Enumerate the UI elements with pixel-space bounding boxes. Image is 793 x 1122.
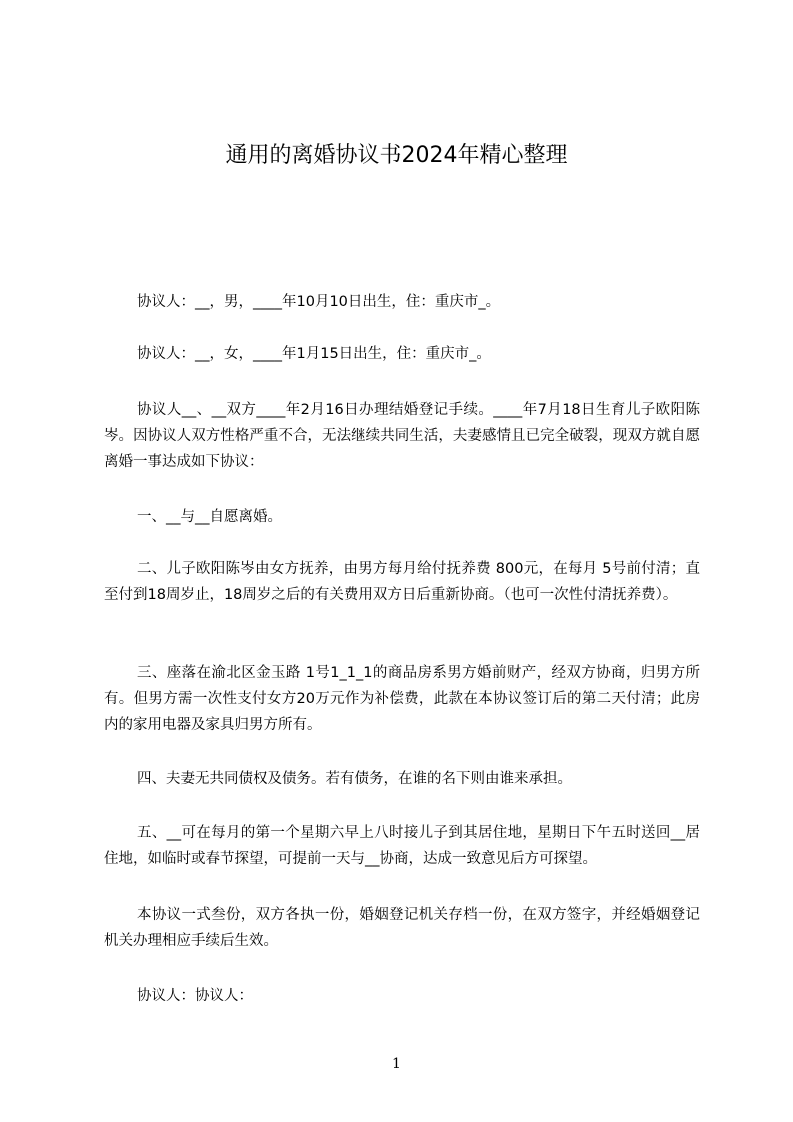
paragraph-party-male: 协议人：__，男，____年10月10日出生，住：重庆市_。 bbox=[137, 294, 501, 310]
paragraph-clause-2: 二、儿子欧阳陈岑由女方抚养，由男方每月给付抚养费 800元，在每月 5号前付清；直至付到18周岁止，18周岁之后的有关费用双方日后重新协商。（也可一次性付清抚养费）。 bbox=[104, 561, 700, 603]
page-number: 1 bbox=[392, 1056, 401, 1072]
paragraph-clause-1: 一、__与__自愿离婚。 bbox=[137, 509, 282, 525]
paragraph-effectiveness: 本协议一式叁份，双方各执一份，婚姻登记机关存档一份，在双方签字，并经婚姻登记机关办理相应手续后生效。 bbox=[104, 907, 700, 949]
document-title: 通用的离婚协议书2024年精心整理 bbox=[225, 143, 568, 168]
paragraph-signatures: 协议人：协议人： bbox=[137, 988, 253, 1004]
paragraph-party-female: 协议人：__，女，____年1月15日出生，住：重庆市_。 bbox=[137, 346, 491, 362]
paragraph-clause-4: 四、夫妻无共同债权及债务。若有债务，在谁的名下则由谁来承担。 bbox=[137, 771, 572, 787]
paragraph-marriage-background: 协议人__、__双方____年2月16日办理结婚登记手续。____年7月18日生育儿子欧阳陈岑。因协议人双方性格严重不合，无法继续共同生活，夫妻感情且已完全破裂，现双方就自愿离婚一事达成如下协议： bbox=[104, 402, 700, 470]
paragraph-clause-5: 五、__可在每月的第一个星期六早上八时接儿子到其居住地，星期日下午五时送回__居住地，如临时或春节探望，可提前一天与__协商，达成一致意见后方可探望。 bbox=[104, 825, 700, 867]
paragraph-clause-3: 三、座落在渝北区金玉路 1号1_1_1的商品房系男方婚前财产，经双方协商，归男方所有。但男方需一次性支付女方20万元作为补偿费，此款在本协议签订后的第二天付清；此房内的家用电器及家具归男方所有。 bbox=[104, 665, 700, 733]
